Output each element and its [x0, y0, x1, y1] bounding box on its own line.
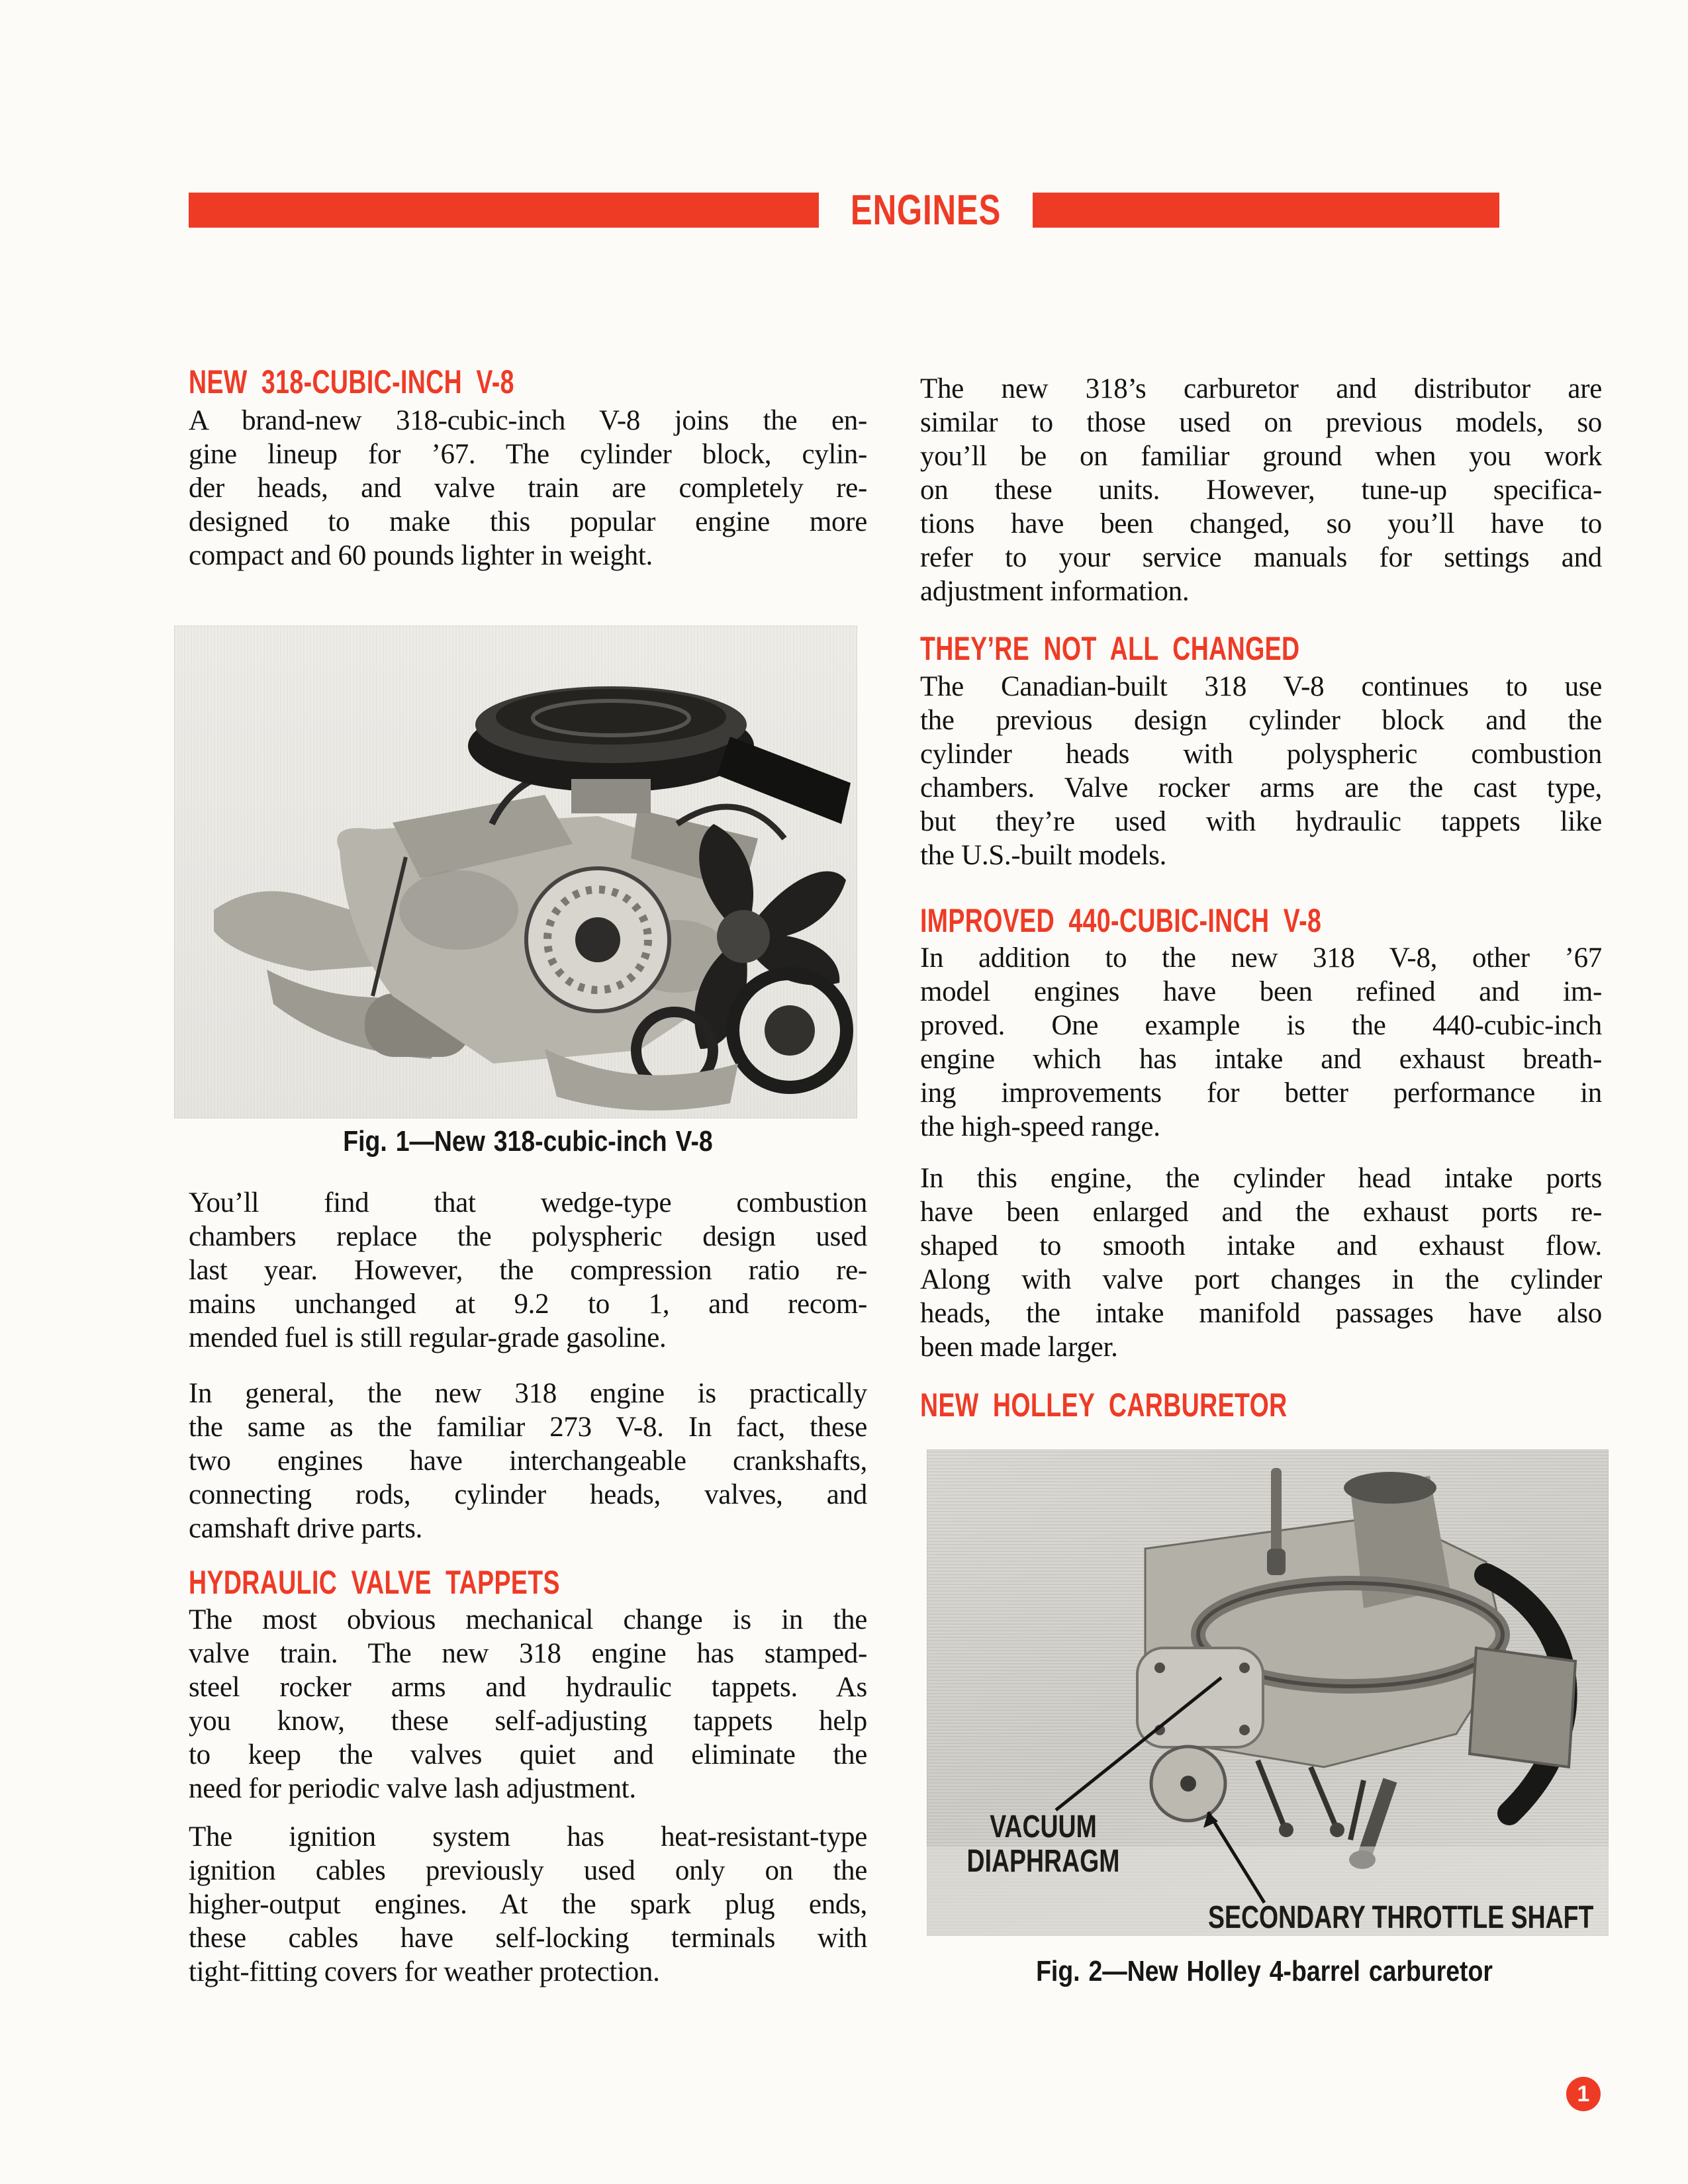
text-line: but they’re used with hydraulic tappets like: [920, 806, 1602, 837]
text-line: valve train. The new 318 engine has stamped-: [189, 1638, 867, 1669]
text-line: similar to those used on previous models, so: [920, 407, 1602, 438]
text-line: chambers. Valve rocker arms are the cast type,: [920, 772, 1602, 803]
text-line: have been enlarged and the exhaust ports re-: [920, 1197, 1602, 1228]
page-title: ENGINES: [850, 186, 1002, 234]
text-line: camshaft drive parts.: [189, 1513, 423, 1544]
heading-hydraulic-tappets: HYDRAULIC VALVE TAPPETS: [189, 1564, 560, 1601]
heading-not-all-changed: THEY’RE NOT ALL CHANGED: [920, 630, 1300, 667]
text-line: these cables have self-locking terminals with: [189, 1923, 867, 1954]
figure1-engine-photo: [174, 625, 857, 1118]
text-line: proved. One example is the 440-cubic-inch: [920, 1010, 1602, 1041]
text-line: model engines have been refined and im-: [920, 976, 1602, 1007]
para-ignition-system: [189, 1820, 867, 1989]
text-line: compact and 60 pounds lighter in weight.: [189, 540, 653, 571]
label-vacuum-diaphragm: VACUUM DIAPHRAGM: [966, 1809, 1120, 1879]
text-line: been made larger.: [920, 1332, 1118, 1363]
para-440-improved: [920, 941, 1602, 1144]
text-line: The ignition system has heat-resistant-type: [189, 1821, 867, 1852]
para-wedge-chambers: [189, 1186, 867, 1355]
page-number-badge: [1566, 2077, 1601, 2111]
text-line: tions have been changed, so you’ll have to: [920, 508, 1602, 539]
text-line: cylinder heads with polyspheric combustion: [920, 739, 1602, 770]
text-line: chambers replace the polyspheric design used: [189, 1221, 867, 1252]
text-line: to keep the valves quiet and eliminate the: [189, 1739, 867, 1770]
text-line: designed to make this popular engine more: [189, 506, 867, 537]
figure2-caption: Fig. 2—New Holley 4-barrel carburetor: [1036, 1955, 1493, 1987]
text-line: In this engine, the cylinder head intake ports: [920, 1163, 1602, 1194]
text-line: You’ll find that wedge-type combustion: [189, 1187, 867, 1218]
text-line: adjustment information.: [920, 576, 1190, 607]
text-line: The new 318’s carburetor and distributor are: [920, 373, 1602, 404]
text-line: gine lineup for ’67. The cylinder block, cylin-: [189, 439, 867, 470]
text-line: the high-speed range.: [920, 1111, 1160, 1142]
para-carb-distributor: [920, 372, 1602, 608]
text-line: the same as the familiar 273 V-8. In fact, these: [189, 1412, 867, 1443]
label-secondary-throttle-shaft: SECONDARY THROTTLE SHAFT: [1208, 1900, 1594, 1935]
para-interchangeable: [189, 1377, 867, 1545]
para-318-intro: [189, 404, 867, 572]
text-line: the previous design cylinder block and the: [920, 705, 1602, 736]
text-line: shaped to smooth intake and exhaust flow.: [920, 1230, 1602, 1261]
text-line: on these units. However, tune-up specifica-: [920, 475, 1602, 506]
text-line: refer to your service manuals for settings and: [920, 542, 1602, 573]
text-line: tight-fitting covers for weather protection.: [189, 1956, 660, 1987]
engine-illustration: [174, 625, 857, 1118]
text-line: ignition cables previously used only on the: [189, 1855, 867, 1886]
text-line: A brand-new 318-cubic-inch V-8 joins the en-: [189, 405, 867, 436]
page-number: 1: [1577, 2081, 1590, 2107]
text-line: need for periodic valve lash adjustment.: [189, 1773, 636, 1804]
page-header: [189, 186, 1499, 234]
text-line: In addition to the new 318 V-8, other ’67: [920, 942, 1602, 974]
text-line: Along with valve port changes in the cylinder: [920, 1264, 1602, 1295]
text-line: mains unchanged at 9.2 to 1, and recom-: [189, 1289, 867, 1320]
header-rule-left: [189, 193, 819, 228]
para-canadian-318: [920, 670, 1602, 872]
text-line: The most obvious mechanical change is in the: [189, 1604, 867, 1635]
text-line: the U.S.-built models.: [920, 840, 1167, 871]
para-intake-ports: [920, 1161, 1602, 1364]
text-line: heads, the intake manifold passages have also: [920, 1298, 1602, 1329]
para-valve-train: [189, 1603, 867, 1805]
heading-improved-440: IMPROVED 440-CUBIC-INCH V-8: [920, 902, 1322, 939]
text-line: higher-output engines. At the spark plug ends,: [189, 1889, 867, 1920]
text-line: connecting rods, cylinder heads, valves, and: [189, 1479, 867, 1510]
text-line: you know, these self-adjusting tappets help: [189, 1706, 867, 1737]
heading-new-318: NEW 318-CUBIC-INCH V-8: [189, 363, 514, 400]
header-rule-right: [1033, 193, 1499, 228]
text-line: The Canadian-built 318 V-8 continues to use: [920, 671, 1602, 702]
text-line: engine which has intake and exhaust breath-: [920, 1044, 1602, 1075]
text-line: In general, the new 318 engine is practically: [189, 1378, 867, 1409]
figure2-carburetor-photo: [927, 1449, 1609, 1936]
heading-new-holley: NEW HOLLEY CARBURETOR: [920, 1387, 1288, 1424]
figure1-caption: Fig. 1—New 318-cubic-inch V-8: [343, 1125, 713, 1158]
text-line: last year. However, the compression ratio re-: [189, 1255, 867, 1286]
text-line: der heads, and valve train are completely re-: [189, 473, 867, 504]
text-line: steel rocker arms and hydraulic tappets. As: [189, 1672, 867, 1703]
text-line: two engines have interchangeable crankshafts,: [189, 1445, 867, 1477]
text-line: mended fuel is still regular-grade gasoline.: [189, 1322, 667, 1353]
text-line: ing improvements for better performance in: [920, 1077, 1602, 1109]
text-line: you’ll be on familiar ground when you work: [920, 441, 1602, 472]
